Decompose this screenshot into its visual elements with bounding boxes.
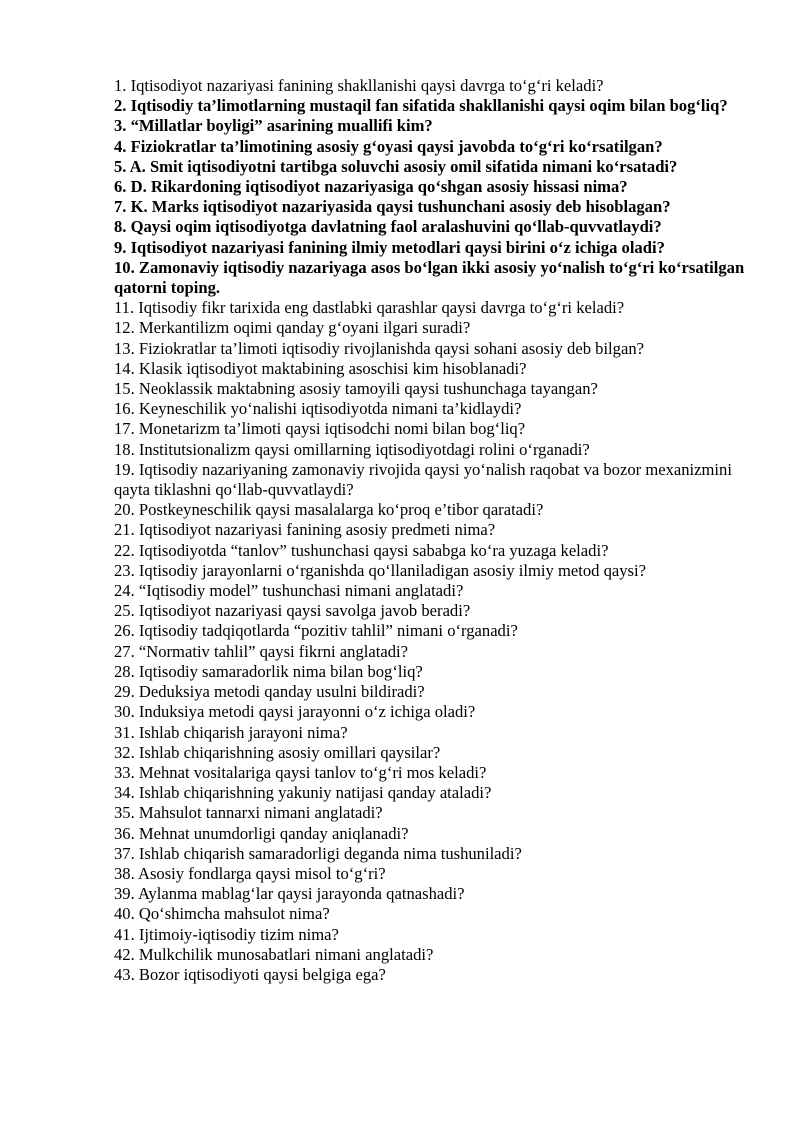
question-item: 36. Mehnat unumdorligi qanday aniqlanadi? <box>114 823 409 843</box>
question-item: 34. Ishlab chiqarishning yakuniy natijasi qanday ataladi? <box>114 783 492 803</box>
question-item: 12. Merkantilizm oqimi qanday g‘oyani ilgari suradi? <box>114 318 471 338</box>
question-item: 30. Induksiya metodi qaysi jarayonni o‘z ichiga oladi? <box>114 702 476 722</box>
question-item: 5. A. Smit iqtisodiyotni tartibga soluvchi asosiy omil sifatida nimani ko‘rsatadi? <box>114 156 678 176</box>
question-item: 21. Iqtisodiyot nazariyasi fanining asosiy predmeti nima? <box>114 520 496 540</box>
question-item: 9. Iqtisodiyot nazariyasi fanining ilmiy metodlari qaysi birini o‘z ichiga oladi? <box>114 237 665 257</box>
question-item: 40. Qo‘shimcha mahsulot nima? <box>114 904 330 924</box>
question-item: 4. Fiziokratlar ta’limotining asosiy g‘oyasi qaysi javobda to‘g‘ri ko‘rsatilgan? <box>114 136 663 156</box>
question-item: 27. “Normativ tahlil” qaysi fikrni anglatadi? <box>114 641 408 661</box>
question-item: 39. Aylanma mablag‘lar qaysi jarayonda qatnashadi? <box>114 884 465 904</box>
question-item: 26. Iqtisodiy tadqiqotlarda “pozitiv tahlil” nimani o‘rganadi? <box>114 621 518 641</box>
question-item: 16. Keyneschilik yo‘nalishi iqtisodiyotda nimani ta’kidlaydi? <box>114 399 522 419</box>
question-item: 11. Iqtisodiy fikr tarixida eng dastlabki qarashlar qaysi davrga to‘g‘ri keladi? <box>114 298 625 318</box>
question-item: 2. Iqtisodiy ta’limotlarning mustaqil fan sifatida shakllanishi qaysi oqim bilan bog‘liq? <box>114 96 728 116</box>
question-item: 20. Postkeyneschilik qaysi masalalarga ko‘proq e’tibor qaratadi? <box>114 500 544 520</box>
question-item: 3. “Millatlar boyligi” asarining muallifi kim? <box>114 116 433 136</box>
question-item: 29. Deduksiya metodi qanday usulni bildiradi? <box>114 682 425 702</box>
question-item: 15. Neoklassik maktabning asosiy tamoyili qaysi tushunchaga tayangan? <box>114 379 598 399</box>
question-item: 25. Iqtisodiyot nazariyasi qaysi savolga javob beradi? <box>114 601 471 621</box>
question-item: 22. Iqtisodiyotda “tanlov” tushunchasi qaysi sababga ko‘ra yuzaga keladi? <box>114 540 609 560</box>
question-item: 6. D. Rikardoning iqtisodiyot nazariyasiga qo‘shgan asosiy hissasi nima? <box>114 177 628 197</box>
question-item: 14. Klasik iqtisodiyot maktabining asoschisi kim hisoblanadi? <box>114 358 527 378</box>
question-item: 33. Mehnat vositalariga qaysi tanlov to‘g‘ri mos keladi? <box>114 762 487 782</box>
question-item: 18. Institutsionalizm qaysi omillarning iqtisodiyotdagi rolini o‘rganadi? <box>114 439 590 459</box>
question-item: 7. K. Marks iqtisodiyot nazariyasida qaysi tushunchani asosiy deb hisoblagan? <box>114 197 671 217</box>
question-item: 17. Monetarizm ta’limoti qaysi iqtisodchi nomi bilan bog‘liq? <box>114 419 526 439</box>
question-item: 32. Ishlab chiqarishning asosiy omillari qaysilar? <box>114 742 441 762</box>
question-item: 8. Qaysi oqim iqtisodiyotga davlatning faol aralashuvini qo‘llab-quvvatlaydi? <box>114 217 662 237</box>
question-item: 35. Mahsulot tannarxi nimani anglatadi? <box>114 803 383 823</box>
question-item: 28. Iqtisodiy samaradorlik nima bilan bog‘liq? <box>114 661 423 681</box>
question-list <box>114 76 746 985</box>
question-item: 19. Iqtisodiy nazariyaning zamonaviy rivojida qaysi yo‘nalish raqobat va bozor mexanizmini qayta tiklashni qo‘llab-quvvatlaydi? <box>114 459 732 500</box>
question-item: 31. Ishlab chiqarish jarayoni nima? <box>114 722 348 742</box>
question-item: 24. “Iqtisodiy model” tushunchasi nimani anglatadi? <box>114 581 464 601</box>
question-item: 43. Bozor iqtisodiyoti qaysi belgiga ega? <box>114 964 386 984</box>
question-item: 38. Asosiy fondlarga qaysi misol to‘g‘ri? <box>114 863 386 883</box>
question-item: 41. Ijtimoiy-iqtisodiy tizim nima? <box>114 924 339 944</box>
question-item: 37. Ishlab chiqarish samaradorligi deganda nima tushuniladi? <box>114 843 522 863</box>
question-item: 10. Zamonaviy iqtisodiy nazariyaga asos bo‘lgan ikki asosiy yo‘nalish to‘g‘ri ko‘rsatilgan qatorni toping. <box>114 257 745 298</box>
question-item: 13. Fiziokratlar ta’limoti iqtisodiy rivojlanishda qaysi sohani asosiy deb bilgan? <box>114 338 644 358</box>
question-item: 23. Iqtisodiy jarayonlarni o‘rganishda qo‘llaniladigan asosiy ilmiy metod qaysi? <box>114 560 646 580</box>
question-item: 42. Mulkchilik munosabatlari nimani anglatadi? <box>114 944 434 964</box>
question-item: 1. Iqtisodiyot nazariyasi fanining shakllanishi qaysi davrga to‘g‘ri keladi? <box>114 76 604 95</box>
